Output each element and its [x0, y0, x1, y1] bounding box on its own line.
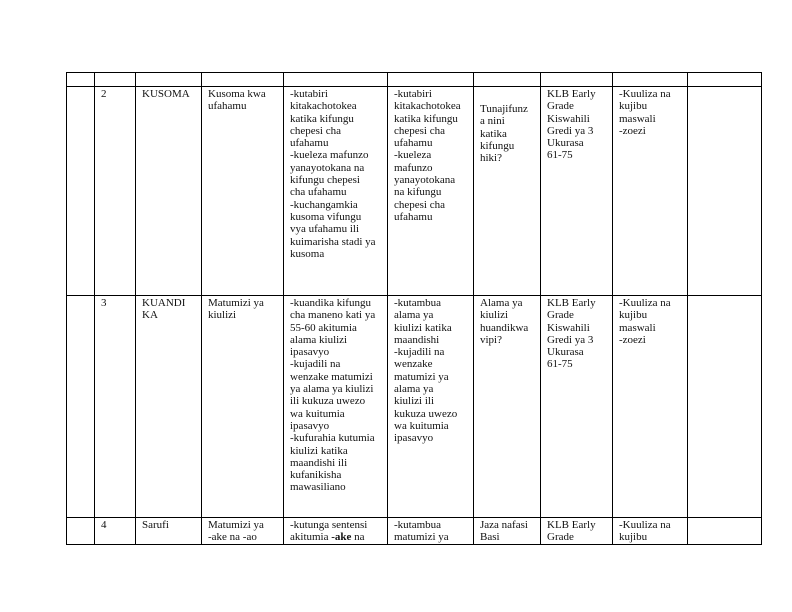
assessment-cell: -Kuuliza na kujibu maswali -zoezi	[613, 87, 688, 296]
header-cell	[95, 73, 136, 87]
lesson-number: 3	[95, 296, 136, 518]
inquiry-cell: Tunajifunz a nini katika kifungu hiki?	[474, 87, 541, 296]
experiences-cell: -kutambua alama ya kiulizi katika maandishi -kujadili na wenzake matumizi ya alama ya kiulizi ili kukuza uwezo wa kuitumia ipasavyo	[388, 296, 474, 518]
header-cell	[688, 73, 762, 87]
inquiry-cell: Jaza nafasi Basi	[474, 518, 541, 545]
week-cell	[67, 296, 95, 518]
outcomes-cell	[284, 518, 388, 545]
substrand-cell: Matumizi ya kiulizi	[202, 296, 284, 518]
strand-cell: Sarufi	[136, 518, 202, 545]
strand-cell: KUSOMA	[136, 87, 202, 296]
header-row	[67, 73, 762, 87]
header-cell	[67, 73, 95, 87]
scheme-of-work-table	[66, 72, 762, 545]
week-cell	[67, 518, 95, 545]
header-cell	[541, 73, 613, 87]
assessment-cell: -Kuuliza na kujibu	[613, 518, 688, 545]
resources-cell: KLB Early Grade Kiswahili Gredi ya 3 Ukurasa 61-75	[541, 296, 613, 518]
header-cell	[474, 73, 541, 87]
table-row	[67, 296, 762, 518]
inquiry-cell: Alama ya kiulizi huandikwa vipi?	[474, 296, 541, 518]
remarks-cell	[688, 518, 762, 545]
lesson-number: 4	[95, 518, 136, 545]
outcomes-cell: -kutabiri kitakachotokea katika kifungu chepesi cha ufahamu -kueleza mafunzo yanayotokana na kifungu chepesi cha ufahamu -kuchangamkia kusoma vifungu vya ufahamu ili kuimarisha stadi ya kusoma	[284, 87, 388, 296]
experiences-cell: -kutabiri kitakachotokea katika kifungu chepesi cha ufahamu -kueleza mafunzo yanayotokana na kifungu chepesi cha ufahamu	[388, 87, 474, 296]
substrand-cell: Matumizi ya -ake na -ao	[202, 518, 284, 545]
header-cell	[136, 73, 202, 87]
header-cell	[388, 73, 474, 87]
outcomes-text: -kutunga sentensi akitumia	[290, 519, 368, 544]
strand-cell: KUANDI KA	[136, 296, 202, 518]
outcomes-cell: -kuandika kifungu cha maneno kati ya 55-60 akitumia alama kiulizi ipasavyo -kujadili na wenzake matumizi ya alama ya kiulizi ili kukuza uwezo wa kuitumia ipasavyo -kufurahia kutumia kiulizi katika maandishi ili kufanikisha mawasiliano	[284, 296, 388, 518]
lesson-number: 2	[95, 87, 136, 296]
resources-cell: KLB Early Grade	[541, 518, 613, 545]
table-row	[67, 87, 762, 296]
header-cell	[613, 73, 688, 87]
outcomes-bold-suffix: -ake	[331, 531, 352, 544]
header-cell	[284, 73, 388, 87]
substrand-cell: Kusoma kwa ufahamu	[202, 87, 284, 296]
assessment-cell: -Kuuliza na kujibu maswali -zoezi	[613, 296, 688, 518]
experiences-cell: -kutambua matumizi ya	[388, 518, 474, 545]
week-cell	[67, 87, 95, 296]
resources-cell: KLB Early Grade Kiswahili Gredi ya 3 Ukurasa 61-75	[541, 87, 613, 296]
header-cell	[202, 73, 284, 87]
outcomes-text-end: na	[351, 531, 365, 544]
table-row	[67, 518, 762, 545]
remarks-cell	[688, 87, 762, 296]
remarks-cell	[688, 296, 762, 518]
